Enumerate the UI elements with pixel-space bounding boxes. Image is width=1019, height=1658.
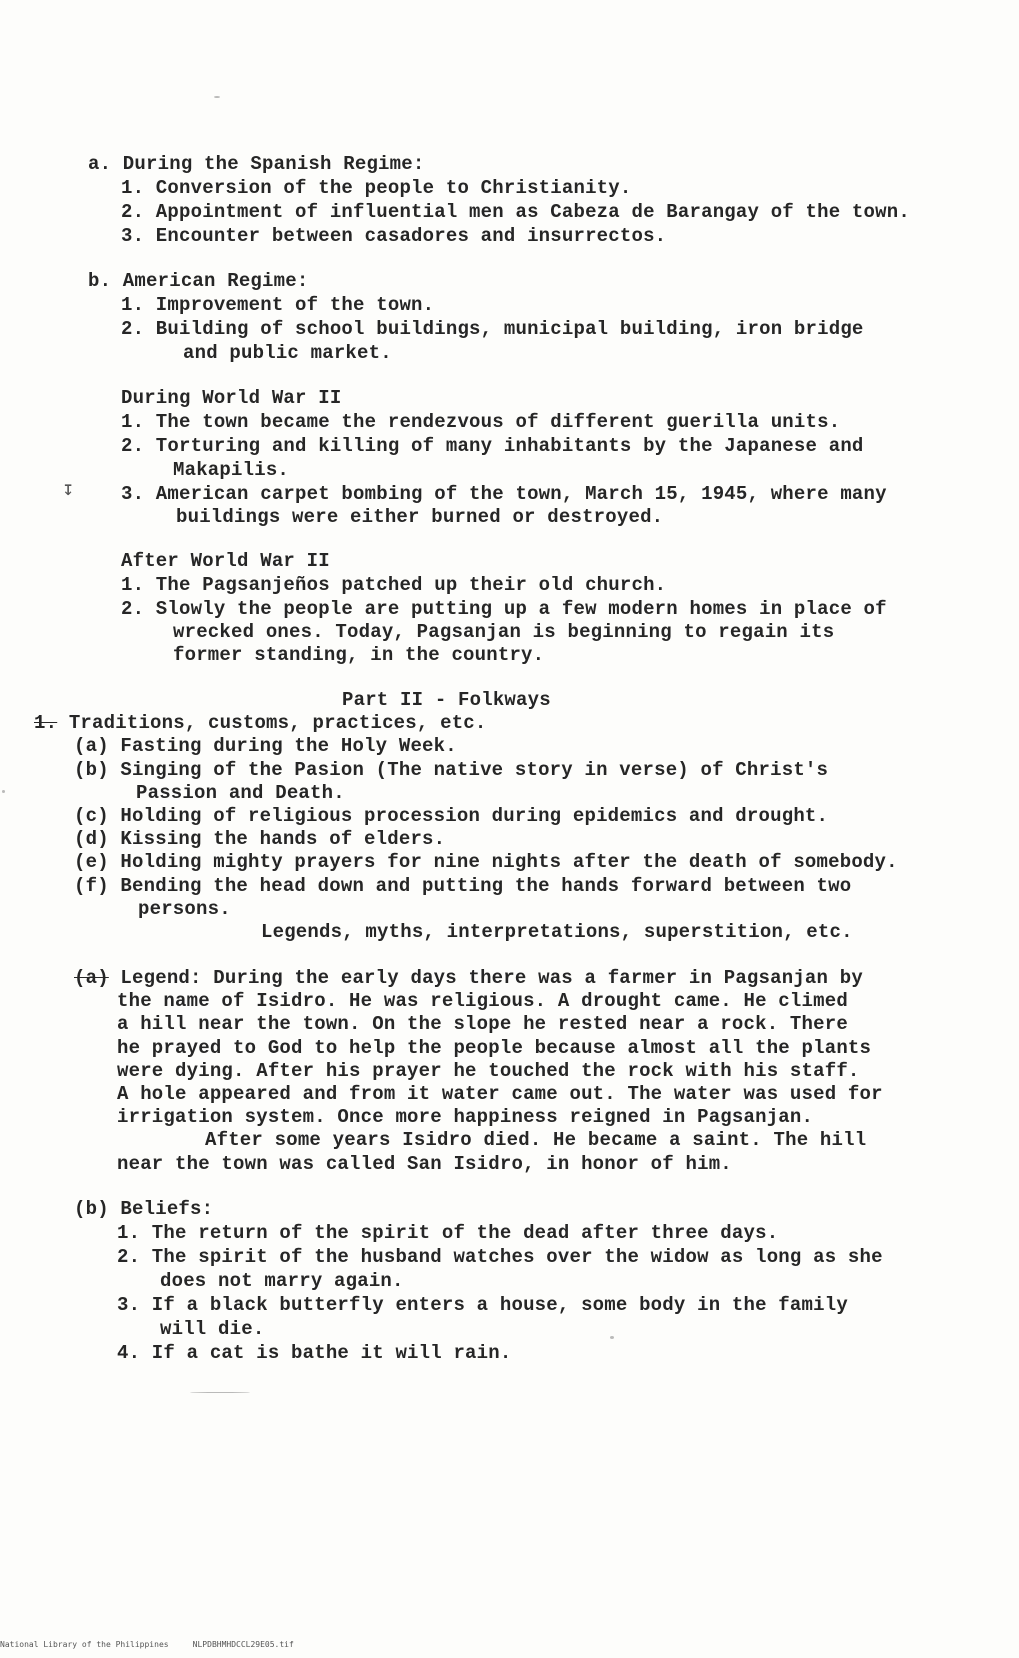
margin-arrow-mark: ↧: [62, 479, 75, 502]
scan-speck: [190, 1392, 250, 1393]
folkway-a: (a) Fasting during the Holy Week.: [74, 735, 457, 757]
wwii-line-5: buildings were either burned or destroyed.: [176, 506, 664, 528]
legends-heading: Legends, myths, interpretations, superstition, etc.: [261, 921, 853, 943]
scan-speck: [214, 96, 220, 98]
footer-library: National Library of the Philippines: [0, 1640, 169, 1649]
belief-3-cont: will die.: [160, 1318, 265, 1340]
legend-line-9: near the town was called San Isidro, in honor of him.: [117, 1153, 732, 1175]
after-wwii-line-2: 2. Slowly the people are putting up a few modern homes in place of: [121, 598, 887, 620]
legend-line-5: were dying. After his prayer he touched the rock with his staff.: [117, 1060, 860, 1082]
folkway-e: (e) Holding mighty prayers for nine nights after the death of somebody.: [74, 851, 898, 873]
legend-line-8: After some years Isidro died. He became a saint. The hill: [205, 1129, 867, 1151]
after-wwii-line-3: wrecked ones. Today, Pagsanjan is beginning to regain its: [173, 621, 835, 643]
wwii-line-4: 3. American carpet bombing of the town, March 15, 1945, where many: [121, 483, 887, 505]
folkway-f-cont: persons.: [138, 898, 231, 920]
folkway-b: (b) Singing of the Pasion (The native story in verse) of Christ's: [74, 759, 829, 781]
wwii-line-2: 2. Torturing and killing of many inhabitants by the Japanese and: [121, 435, 864, 457]
belief-2: 2. The spirit of the husband watches over the widow as long as she: [117, 1246, 883, 1268]
legend-line-2: the name of Isidro. He was religious. A drought came. He climed: [117, 990, 848, 1012]
folkway-d: (d) Kissing the hands of elders.: [74, 828, 446, 850]
american-item-1: 1. Improvement of the town.: [121, 294, 435, 316]
legend-text-1: Legend: During the early days there was a farmer in Pagsanjan by: [120, 967, 863, 989]
legend-line-7: irrigation system. Once more happiness reigned in Pagsanjan.: [117, 1106, 814, 1128]
legend-line-1: [74, 966, 863, 990]
american-item-2: 2. Building of school buildings, municipal building, iron bridge: [121, 318, 864, 340]
folkway-f: (f) Bending the head down and putting the hands forward between two: [74, 875, 852, 897]
american-regime-heading: b. American Regime:: [88, 270, 309, 292]
scan-footer: [0, 1640, 294, 1649]
belief-1: 1. The return of the spirit of the dead after three days.: [117, 1222, 779, 1244]
section-title: Traditions, customs, practices, etc.: [68, 712, 487, 734]
spanish-item-2: 2. Appointment of influential men as Cabeza de Barangay of the town.: [121, 201, 910, 223]
wwii-line-3: Makapilis.: [173, 459, 290, 481]
legend-line-6: A hole appeared and from it water came out. The water was used for: [117, 1083, 883, 1105]
after-wwii-line-1: 1. The Pagsanjeños patched up their old church.: [121, 574, 667, 596]
legend-line-4: he prayed to God to help the people because almost all the plants: [117, 1037, 872, 1059]
scan-speck: [610, 1336, 614, 1339]
scan-speck: [2, 790, 5, 793]
section-number: 1.: [34, 712, 58, 734]
part-two-section: [34, 711, 487, 735]
after-wwii-line-4: former standing, in the country.: [173, 644, 545, 666]
belief-4: 4. If a cat is bathe it will rain.: [117, 1342, 512, 1364]
folkway-c: (c) Holding of religious procession during epidemics and drought.: [74, 805, 829, 827]
folkway-b-cont: Passion and Death.: [136, 782, 345, 804]
after-wwii-heading: After World War II: [121, 550, 330, 572]
wwii-heading: During World War II: [121, 387, 342, 409]
legend-marker: (a): [74, 967, 109, 989]
footer-file: NLPDBHMHDCCL29E05.tif: [192, 1640, 294, 1649]
spanish-regime-heading: a. During the Spanish Regime:: [88, 153, 425, 175]
belief-2-cont: does not marry again.: [160, 1270, 404, 1292]
legend-line-3: a hill near the town. On the slope he rested near a rock. There: [117, 1013, 848, 1035]
belief-3: 3. If a black butterfly enters a house, some body in the family: [117, 1294, 848, 1316]
wwii-line-1: 1. The town became the rendezvous of different guerilla units.: [121, 411, 841, 433]
spanish-item-1: 1. Conversion of the people to Christianity.: [121, 177, 632, 199]
beliefs-heading: (b) Beliefs:: [74, 1198, 214, 1220]
american-item-2-cont: and public market.: [183, 342, 392, 364]
part-two-title: Part II - Folkways: [342, 689, 551, 711]
spanish-item-3: 3. Encounter between casadores and insurrectos.: [121, 225, 667, 247]
